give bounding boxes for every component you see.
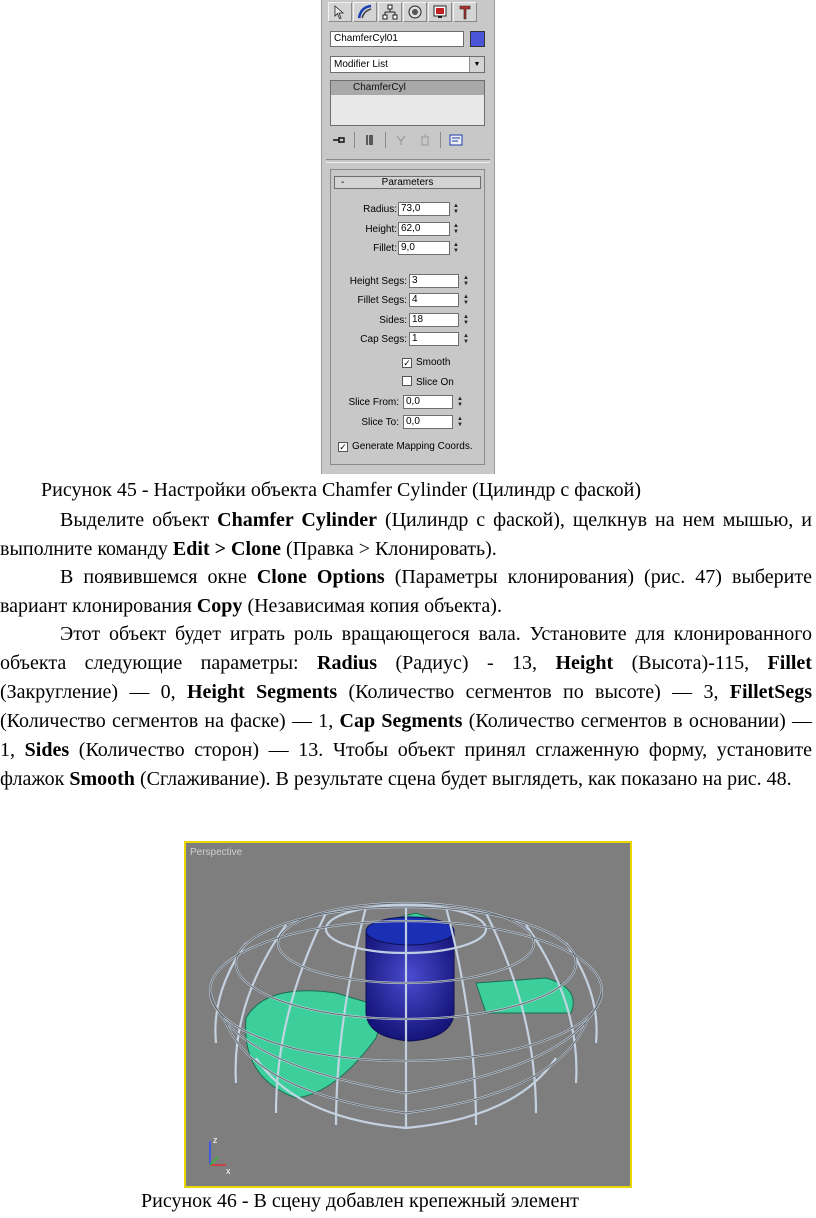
term-smooth: Smooth bbox=[69, 768, 135, 790]
text-run: (Цилиндр с фаской), щелкнув на нем мышью, и выполните команду bbox=[0, 509, 812, 560]
text-run: (Количество сегментов на фаске) — 1, bbox=[0, 710, 340, 732]
object-color-swatch[interactable] bbox=[470, 31, 485, 47]
modifier-stack bbox=[330, 80, 485, 126]
remove-modifier-icon[interactable] bbox=[416, 132, 434, 148]
text-run: (Закругление) — 0, bbox=[0, 681, 187, 703]
radius-label: Radius: bbox=[363, 204, 397, 215]
object-name-field[interactable]: ChamferCyl01 bbox=[330, 31, 464, 47]
paragraph-select-object bbox=[0, 506, 812, 564]
text-run: Выделите объект bbox=[60, 509, 218, 531]
fillet-input[interactable]: 9,0 bbox=[398, 241, 450, 255]
paragraph-shaft-parameters bbox=[0, 620, 812, 794]
text-run: (Количество сторон) — 13. Чтобы объект принял сглаженную форму, установите флажок bbox=[0, 739, 812, 790]
modifier-list-label: Modifier List bbox=[334, 59, 388, 70]
slice-to-row bbox=[331, 415, 486, 431]
text-run: (Количество сегментов по высоте) — 3, bbox=[337, 681, 730, 703]
slice-to-label: Slice To: bbox=[361, 417, 399, 428]
toolbar-separator bbox=[440, 132, 441, 148]
fillet-label: Fillet: bbox=[373, 243, 397, 254]
parameters-rollout-header[interactable] bbox=[334, 176, 481, 189]
height-label: Height: bbox=[365, 224, 397, 235]
slice-to-input[interactable]: 0,0 bbox=[403, 415, 453, 429]
perspective-viewport[interactable] bbox=[184, 841, 632, 1188]
make-unique-icon[interactable] bbox=[392, 132, 410, 148]
tab-hierarchy[interactable] bbox=[378, 2, 402, 22]
stack-item-chamfercyl[interactable]: ChamferCyl bbox=[331, 81, 484, 95]
rollout-toggle: - bbox=[341, 177, 345, 188]
tab-create[interactable] bbox=[328, 2, 352, 22]
hierarchy-icon bbox=[382, 4, 398, 20]
height-segs-spinner[interactable]: ▲ ▼ bbox=[463, 275, 469, 287]
gen-mapping-checkbox[interactable]: ✓ bbox=[339, 442, 347, 452]
axis-label-x: x bbox=[226, 1166, 231, 1176]
tab-utilities[interactable] bbox=[453, 2, 477, 22]
show-end-result-icon[interactable] bbox=[361, 132, 379, 148]
term-edit-clone: Edit > Clone bbox=[172, 538, 281, 560]
fillet-segs-label: Fillet Segs: bbox=[357, 295, 407, 306]
command-panel bbox=[321, 0, 495, 474]
tab-modify[interactable] bbox=[353, 2, 377, 22]
hub-body bbox=[366, 933, 454, 1041]
slice-on-label: Slice On bbox=[416, 377, 454, 388]
text-run: (Параметры клонирования) (рис. 47) выберите вариант клонирования bbox=[0, 566, 812, 617]
slice-from-label: Slice From: bbox=[348, 397, 399, 408]
term-height: Height bbox=[555, 652, 614, 674]
toolbar-separator bbox=[385, 132, 386, 148]
motion-icon bbox=[407, 4, 423, 20]
figure-46-caption: Рисунок 46 - В сцену добавлен крепежный элемент bbox=[141, 1190, 579, 1212]
height-segs-input[interactable]: 3 bbox=[409, 274, 459, 288]
sides-input[interactable]: 18 bbox=[409, 313, 459, 327]
rollout-title: Parameters bbox=[381, 177, 434, 188]
height-input[interactable]: 62,0 bbox=[398, 222, 450, 236]
term-copy: Copy bbox=[196, 595, 243, 617]
curve-icon bbox=[357, 4, 373, 20]
text-run: (Независимая копия объекта). bbox=[242, 595, 502, 617]
pin-stack-icon[interactable] bbox=[330, 132, 348, 148]
fillet-segs-spinner[interactable]: ▲ ▼ bbox=[463, 294, 469, 306]
gen-mapping-checkbox-row[interactable] bbox=[338, 441, 473, 455]
text-run: (Сглаживание). В результате сцена будет выглядеть, как показано на рис. 48. bbox=[134, 768, 792, 790]
term-cap-segments: Cap Segments bbox=[339, 710, 463, 732]
text-run: (Радиус) - 13, bbox=[377, 652, 556, 674]
parameters-rollout bbox=[330, 169, 485, 465]
term-clone-options: Clone Options bbox=[256, 566, 385, 588]
text-run: В появившемся окне bbox=[60, 566, 257, 588]
fillet-segs-input[interactable]: 4 bbox=[409, 293, 459, 307]
fillet-spinner[interactable]: ▲ ▼ bbox=[453, 242, 459, 254]
fillet-row bbox=[331, 241, 486, 257]
text-run: (Количество сегментов в основании) — 1, bbox=[0, 710, 812, 761]
term-fillet: Fillet bbox=[767, 652, 812, 674]
text-run: (Правка > Клонировать). bbox=[281, 538, 497, 560]
chevron-down-icon[interactable]: ▼ bbox=[469, 57, 484, 72]
viewport-label[interactable]: Perspective bbox=[190, 847, 243, 858]
cap-segs-row bbox=[331, 332, 486, 348]
height-segs-row bbox=[331, 274, 486, 290]
slice-on-checkbox-row[interactable] bbox=[402, 376, 454, 390]
cap-segs-spinner[interactable]: ▲ ▼ bbox=[463, 333, 469, 345]
slice-on-checkbox[interactable] bbox=[402, 376, 412, 386]
height-row bbox=[331, 222, 486, 238]
stack-toolbar bbox=[330, 131, 485, 149]
fillet-segs-row bbox=[331, 293, 486, 309]
text-run: Этот объект будет играть роль вращающегося вала. Установите для клонированного объекта следующие параметры: bbox=[0, 623, 812, 674]
term-chamfer-cylinder: Chamfer Cylinder bbox=[217, 509, 377, 531]
cap-segs-label: Cap Segs: bbox=[360, 334, 407, 345]
sides-spinner[interactable]: ▲ ▼ bbox=[463, 314, 469, 326]
smooth-label: Smooth bbox=[416, 357, 451, 368]
command-panel-tabs bbox=[328, 2, 488, 24]
figure-45-caption: Рисунок 45 - Настройки объекта Chamfer Cylinder (Цилиндр с фаской) bbox=[41, 479, 642, 501]
radius-input[interactable]: 73,0 bbox=[398, 202, 450, 216]
configure-sets-icon[interactable] bbox=[447, 132, 465, 148]
sides-row bbox=[331, 313, 486, 329]
radius-spinner[interactable]: ▲ ▼ bbox=[453, 203, 459, 215]
height-segs-label: Height Segs: bbox=[349, 276, 407, 287]
term-sides: Sides bbox=[24, 739, 70, 761]
toolbar-separator bbox=[354, 132, 355, 148]
panel-divider bbox=[326, 159, 490, 163]
pointer-icon bbox=[332, 4, 348, 20]
display-icon bbox=[432, 4, 448, 20]
radius-row bbox=[331, 202, 486, 218]
gen-mapping-label: Generate Mapping Coords. bbox=[352, 441, 473, 452]
scene-render bbox=[186, 843, 630, 1186]
modifier-list-dropdown[interactable] bbox=[330, 56, 485, 73]
cap-segs-input[interactable]: 1 bbox=[409, 332, 459, 346]
smooth-checkbox-row[interactable] bbox=[402, 357, 450, 371]
text-run: (Высота)-115, bbox=[613, 652, 768, 674]
tab-display[interactable] bbox=[428, 2, 452, 22]
slice-from-spinner[interactable]: ▲ ▼ bbox=[457, 396, 463, 408]
smooth-checkbox[interactable]: ✓ bbox=[403, 358, 411, 368]
term-height-segments: Height Segments bbox=[186, 681, 338, 703]
slice-to-spinner[interactable]: ▲ ▼ bbox=[457, 416, 463, 428]
height-spinner[interactable]: ▲ ▼ bbox=[453, 223, 459, 235]
paragraph-clone-options bbox=[0, 563, 812, 621]
slice-from-input[interactable]: 0,0 bbox=[403, 395, 453, 409]
term-radius: Radius bbox=[317, 652, 378, 674]
blade-left bbox=[246, 991, 386, 1098]
axis-label-z: z bbox=[213, 1135, 218, 1145]
term-filletsegs: FilletSegs bbox=[729, 681, 812, 703]
utility-icon bbox=[457, 4, 473, 20]
slice-from-row bbox=[331, 395, 486, 411]
sides-label: Sides: bbox=[379, 315, 407, 326]
tab-motion[interactable] bbox=[403, 2, 427, 22]
